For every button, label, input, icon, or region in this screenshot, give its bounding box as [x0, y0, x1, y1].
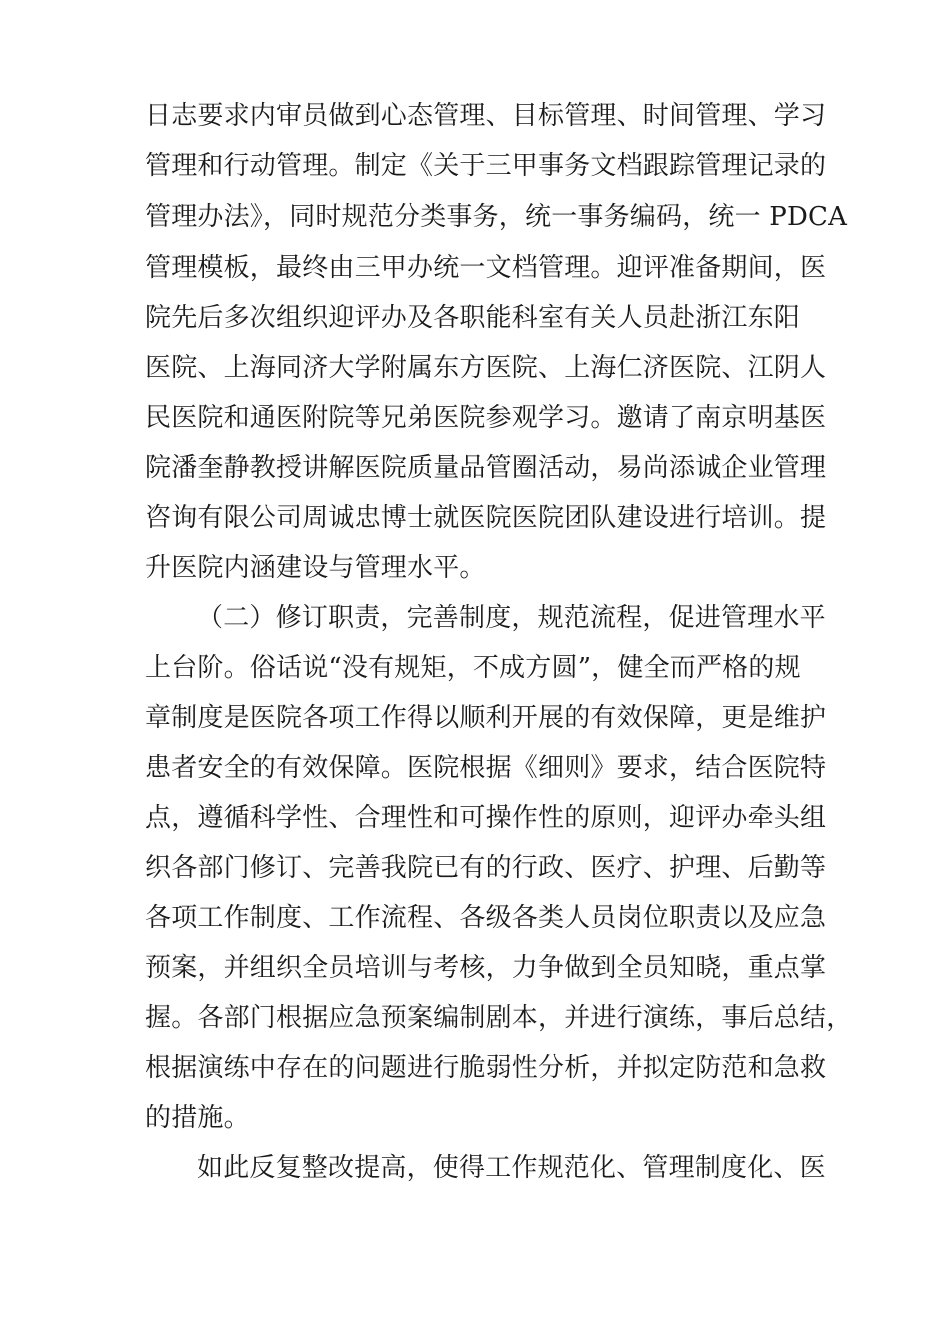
text-line: 咨询有限公司周诚忠博士就医院医院团队建设进行培训。提: [145, 503, 827, 533]
text-line: 点，遵循科学性、合理性和可操作性的原则，迎评办牵头组: [145, 803, 827, 833]
text-line: 管理办法》，同时规范分类事务，统一事务编码，统一 PDCA: [145, 202, 848, 232]
text-line: 日志要求内审员做到心态管理、目标管理、时间管理、学习: [145, 101, 827, 131]
text-line: 管理模板，最终由三甲办统一文档管理。迎评准备期间，医: [145, 253, 827, 283]
text-line: 院先后多次组织迎评办及各职能科室有关人员赴浙江东阳: [145, 303, 801, 333]
text-line: 的措施。: [145, 1103, 250, 1133]
text-line: 上台阶。俗话说“没有规矩，不成方圆”，健全而严格的规: [145, 653, 801, 683]
text-line: 管理和行动管理。制定《关于三甲事务文档跟踪管理记录的: [145, 151, 827, 181]
text-line: 民医院和通医附院等兄弟医院参观学习。邀请了南京明基医: [145, 403, 827, 433]
text-line: 根据演练中存在的问题进行脆弱性分析，并拟定防范和急救: [145, 1053, 827, 1083]
text-line: 升医院内涵建设与管理水平。: [145, 553, 486, 583]
text-line: 章制度是医院各项工作得以顺利开展的有效保障，更是维护: [145, 703, 827, 733]
paragraph-start-line: 如此反复整改提高，使得工作规范化、管理制度化、医: [197, 1153, 826, 1183]
section-heading-line: （二）修订职责，完善制度，规范流程，促进管理水平: [197, 603, 826, 633]
text-line: 医院、上海同济大学附属东方医院、上海仁济医院、江阴人: [145, 353, 827, 383]
text-line: 握。各部门根据应急预案编制剧本，并进行演练，事后总结，: [145, 1003, 853, 1033]
text-line: 织各部门修订、完善我院已有的行政、医疗、护理、后勤等: [145, 853, 827, 883]
text-line: 各项工作制度、工作流程、各级各类人员岗位职责以及应急: [145, 903, 827, 933]
text-line: 患者安全的有效保障。医院根据《细则》要求，结合医院特: [145, 753, 827, 783]
text-line: 预案，并组织全员培训与考核，力争做到全员知晓，重点掌: [145, 953, 827, 983]
text-line: 院潘奎静教授讲解医院质量品管圈活动，易尚添诚企业管理: [145, 453, 827, 483]
